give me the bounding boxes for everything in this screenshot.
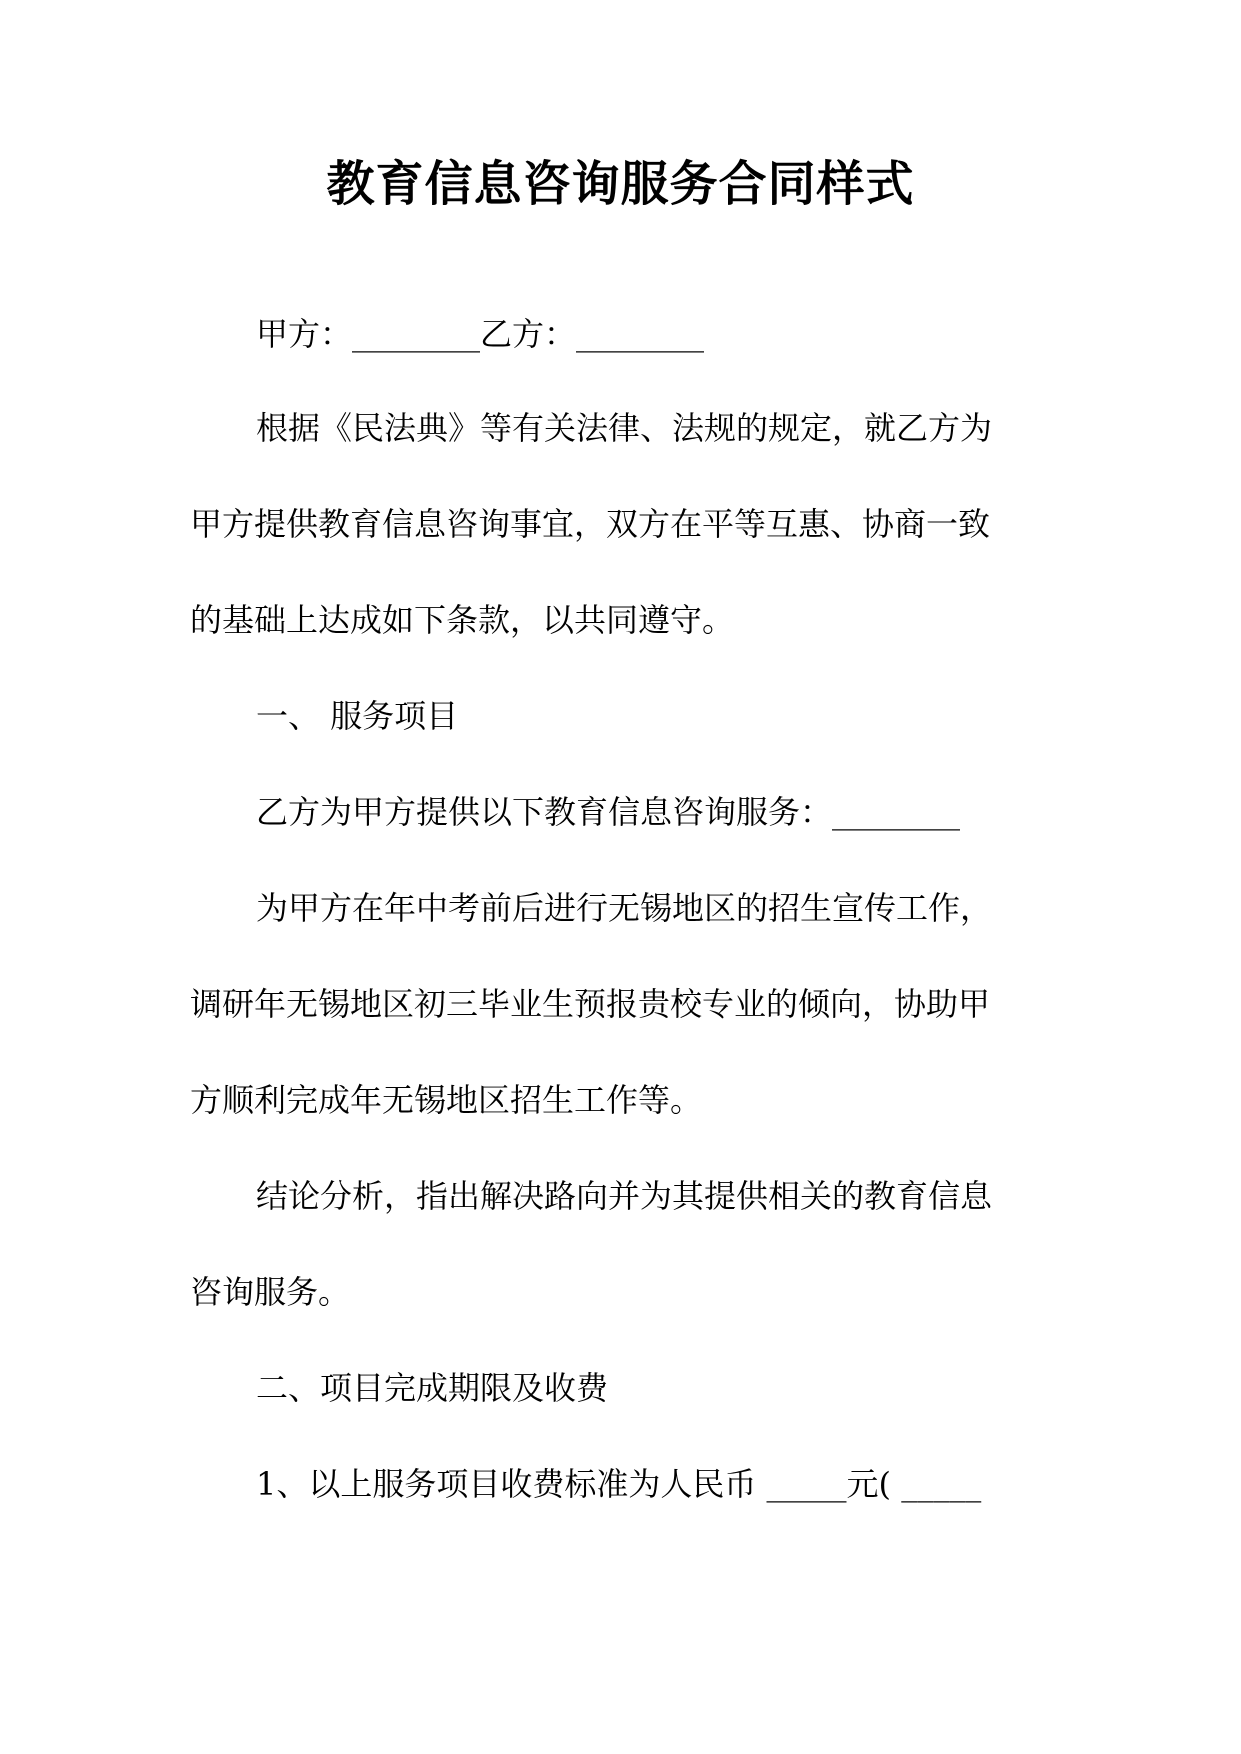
paragraph-line: 结论分析，指出解决路向并为其提供相关的教育信息 bbox=[256, 1177, 993, 1215]
paragraph-line: 咨询服务。 bbox=[190, 1273, 351, 1311]
section-heading: 一、 服务项目 bbox=[256, 697, 459, 735]
paragraph-line: 调研年无锡地区初三毕业生预报贵校专业的倾向，协助甲 bbox=[190, 985, 991, 1023]
paragraph-line: 甲方提供教育信息咨询事宜，双方在平等互惠、协商一致 bbox=[190, 505, 991, 543]
party-line: 甲方：________乙方：________ bbox=[256, 315, 705, 353]
paragraph-line: 的基础上达成如下条款，以共同遵守。 bbox=[190, 601, 735, 639]
paragraph-line: 方顺利完成年无锡地区招生工作等。 bbox=[190, 1081, 703, 1119]
paragraph-line: 乙方为甲方提供以下教育信息咨询服务：________ bbox=[256, 793, 961, 831]
paragraph-line: 1、以上服务项目收费标准为人民币 _____元( _____ bbox=[256, 1465, 982, 1503]
paragraph-line: 根据《民法典》等有关法律、法规的规定，就乙方为 bbox=[256, 409, 993, 447]
paragraph-line: 为甲方在年中考前后进行无锡地区的招生宣传工作， bbox=[256, 889, 993, 927]
section-heading: 二、项目完成期限及收费 bbox=[256, 1369, 609, 1407]
document-title: 教育信息咨询服务合同样式 bbox=[326, 156, 915, 212]
